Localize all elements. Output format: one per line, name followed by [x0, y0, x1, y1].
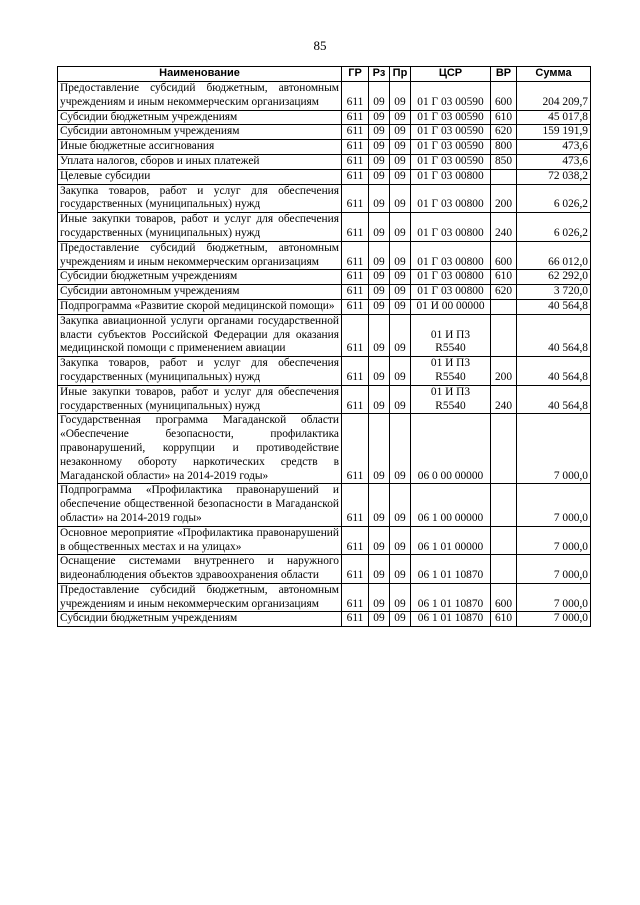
cell-sum: 3 720,0	[517, 285, 591, 300]
cell-sum: 6 026,2	[517, 184, 591, 213]
cell-rz: 09	[369, 385, 390, 414]
cell-gr: 611	[342, 241, 369, 270]
cell-gr: 611	[342, 82, 369, 111]
cell-gr: 611	[342, 555, 369, 584]
cell-gr: 611	[342, 583, 369, 612]
table-row	[58, 82, 591, 111]
cell-name: Предоставление субсидий бюджетным, автономным учреждениям и иным некоммерческим организациям	[58, 82, 342, 111]
table-row	[58, 314, 591, 356]
cell-vr: 850	[491, 154, 517, 169]
header-rz: Рз	[369, 67, 390, 82]
cell-name: Субсидии автономным учреждениям	[58, 125, 342, 140]
cell-sum: 45 017,8	[517, 110, 591, 125]
cell-rz: 09	[369, 110, 390, 125]
cell-vr: 200	[491, 357, 517, 386]
cell-rz: 09	[369, 154, 390, 169]
cell-vr	[491, 299, 517, 314]
cell-rz: 09	[369, 82, 390, 111]
cell-vr: 600	[491, 82, 517, 111]
cell-gr: 611	[342, 385, 369, 414]
cell-csr: 01 Г 03 00800	[411, 169, 491, 184]
cell-pr: 09	[390, 82, 411, 111]
table-row	[58, 270, 591, 285]
cell-gr: 611	[342, 140, 369, 155]
table-row	[58, 583, 591, 612]
cell-gr: 611	[342, 414, 369, 484]
cell-gr: 611	[342, 314, 369, 356]
cell-pr: 09	[390, 154, 411, 169]
cell-rz: 09	[369, 612, 390, 627]
cell-rz: 09	[369, 357, 390, 386]
cell-vr: 610	[491, 612, 517, 627]
cell-name: Предоставление субсидий бюджетным, автономным учреждениям и иным некоммерческим организациям	[58, 583, 342, 612]
cell-gr: 611	[342, 270, 369, 285]
cell-vr: 610	[491, 110, 517, 125]
cell-gr: 611	[342, 184, 369, 213]
cell-pr: 09	[390, 270, 411, 285]
cell-vr	[491, 555, 517, 584]
cell-name: Целевые субсидии	[58, 169, 342, 184]
table-row	[58, 526, 591, 555]
cell-gr: 611	[342, 213, 369, 242]
cell-csr: 01 Г 03 00800	[411, 241, 491, 270]
cell-pr: 09	[390, 612, 411, 627]
cell-csr: 01 И П3 R5540	[411, 385, 491, 414]
cell-pr: 09	[390, 213, 411, 242]
cell-name: Субсидии бюджетным учреждениям	[58, 110, 342, 125]
cell-sum: 473,6	[517, 140, 591, 155]
cell-pr: 09	[390, 285, 411, 300]
table-body	[58, 82, 591, 627]
cell-rz: 09	[369, 169, 390, 184]
table-row	[58, 299, 591, 314]
cell-csr: 06 0 00 00000	[411, 414, 491, 484]
cell-rz: 09	[369, 184, 390, 213]
cell-pr: 09	[390, 555, 411, 584]
cell-pr: 09	[390, 169, 411, 184]
cell-rz: 09	[369, 414, 390, 484]
cell-rz: 09	[369, 526, 390, 555]
cell-pr: 09	[390, 484, 411, 526]
cell-gr: 611	[342, 526, 369, 555]
cell-vr: 200	[491, 184, 517, 213]
cell-name: Закупка товаров, работ и услуг для обеспечения государственных (муниципальных) нужд	[58, 184, 342, 213]
cell-vr: 240	[491, 213, 517, 242]
cell-sum: 6 026,2	[517, 213, 591, 242]
cell-name: Иные бюджетные ассигнования	[58, 140, 342, 155]
cell-pr: 09	[390, 583, 411, 612]
cell-csr: 01 И П3 R5540	[411, 314, 491, 356]
cell-csr: 01 Г 03 00800	[411, 213, 491, 242]
table-row	[58, 385, 591, 414]
cell-name: Государственная программа Магаданской области «Обеспечение безопасности, профилактика правонарушений, коррупции и противодействие незаконному обороту наркотических средств в Магаданской области» на 2014-2019 годы»	[58, 414, 342, 484]
cell-csr: 01 И 00 00000	[411, 299, 491, 314]
cell-vr: 620	[491, 125, 517, 140]
table-row	[58, 169, 591, 184]
cell-pr: 09	[390, 125, 411, 140]
cell-gr: 611	[342, 125, 369, 140]
table-row	[58, 154, 591, 169]
cell-sum: 66 012,0	[517, 241, 591, 270]
cell-gr: 611	[342, 285, 369, 300]
cell-sum: 7 000,0	[517, 484, 591, 526]
cell-pr: 09	[390, 110, 411, 125]
cell-rz: 09	[369, 270, 390, 285]
header-row	[58, 67, 591, 82]
cell-pr: 09	[390, 414, 411, 484]
cell-gr: 611	[342, 612, 369, 627]
cell-rz: 09	[369, 583, 390, 612]
cell-sum: 159 191,9	[517, 125, 591, 140]
cell-name: Субсидии бюджетным учреждениям	[58, 270, 342, 285]
table-row	[58, 213, 591, 242]
cell-sum: 40 564,8	[517, 385, 591, 414]
cell-rz: 09	[369, 140, 390, 155]
cell-gr: 611	[342, 110, 369, 125]
cell-sum: 62 292,0	[517, 270, 591, 285]
cell-csr: 01 Г 03 00800	[411, 184, 491, 213]
cell-sum: 473,6	[517, 154, 591, 169]
table-row	[58, 484, 591, 526]
cell-csr: 01 Г 03 00590	[411, 154, 491, 169]
table-row	[58, 357, 591, 386]
table-row	[58, 125, 591, 140]
cell-name: Подпрограмма «Развитие скорой медицинской помощи»	[58, 299, 342, 314]
cell-gr: 611	[342, 299, 369, 314]
header-csr: ЦСР	[411, 67, 491, 82]
cell-name: Иные закупки товаров, работ и услуг для обеспечения государственных (муниципальных) нужд	[58, 213, 342, 242]
cell-pr: 09	[390, 241, 411, 270]
cell-vr	[491, 169, 517, 184]
cell-csr: 06 1 01 10870	[411, 555, 491, 584]
cell-csr: 06 1 01 10870	[411, 583, 491, 612]
cell-name: Закупка товаров, работ и услуг для обеспечения государственных (муниципальных) нужд	[58, 357, 342, 386]
cell-name: Субсидии автономным учреждениям	[58, 285, 342, 300]
table-row	[58, 110, 591, 125]
header-gr: ГР	[342, 67, 369, 82]
cell-rz: 09	[369, 241, 390, 270]
cell-name: Уплата налогов, сборов и иных платежей	[58, 154, 342, 169]
table-row	[58, 285, 591, 300]
cell-csr: 01 И П3 R5540	[411, 357, 491, 386]
budget-table	[57, 66, 591, 627]
cell-rz: 09	[369, 213, 390, 242]
cell-vr: 240	[491, 385, 517, 414]
cell-gr: 611	[342, 357, 369, 386]
cell-sum: 7 000,0	[517, 414, 591, 484]
cell-csr: 01 Г 03 00590	[411, 125, 491, 140]
cell-pr: 09	[390, 526, 411, 555]
table-row	[58, 555, 591, 584]
cell-sum: 7 000,0	[517, 612, 591, 627]
cell-pr: 09	[390, 314, 411, 356]
cell-name: Подпрограмма «Профилактика правонарушений и обеспечение общественной безопасности в Магаданской области» на 2014-2019 годы»	[58, 484, 342, 526]
cell-gr: 611	[342, 154, 369, 169]
cell-sum: 72 038,2	[517, 169, 591, 184]
cell-vr	[491, 414, 517, 484]
header-name: Наименование	[58, 67, 342, 82]
cell-name: Оснащение системами внутреннего и наружного видеонаблюдения объектов здравоохранения области	[58, 555, 342, 584]
cell-pr: 09	[390, 140, 411, 155]
cell-vr: 610	[491, 270, 517, 285]
cell-gr: 611	[342, 169, 369, 184]
cell-pr: 09	[390, 299, 411, 314]
cell-csr: 01 Г 03 00590	[411, 110, 491, 125]
cell-pr: 09	[390, 357, 411, 386]
page-number: 85	[313, 38, 327, 53]
cell-vr	[491, 484, 517, 526]
cell-sum: 7 000,0	[517, 555, 591, 584]
header-vr: ВР	[491, 67, 517, 82]
header-pr: Пр	[390, 67, 411, 82]
cell-rz: 09	[369, 125, 390, 140]
table-row	[58, 241, 591, 270]
cell-csr: 01 Г 03 00800	[411, 270, 491, 285]
cell-sum: 204 209,7	[517, 82, 591, 111]
cell-pr: 09	[390, 184, 411, 213]
cell-gr: 611	[342, 484, 369, 526]
cell-rz: 09	[369, 314, 390, 356]
cell-name: Предоставление субсидий бюджетным, автономным учреждениям и иным некоммерческим организациям	[58, 241, 342, 270]
cell-rz: 09	[369, 555, 390, 584]
table-row	[58, 140, 591, 155]
cell-vr: 600	[491, 241, 517, 270]
cell-name: Основное мероприятие «Профилактика правонарушений в общественных местах и на улицах»	[58, 526, 342, 555]
table-row	[58, 612, 591, 627]
cell-sum: 7 000,0	[517, 583, 591, 612]
cell-vr	[491, 314, 517, 356]
cell-sum: 40 564,8	[517, 357, 591, 386]
table-row	[58, 414, 591, 484]
cell-name: Иные закупки товаров, работ и услуг для обеспечения государственных (муниципальных) нужд	[58, 385, 342, 414]
cell-vr: 600	[491, 583, 517, 612]
cell-csr: 01 Г 03 00590	[411, 82, 491, 111]
header-sum: Сумма	[517, 67, 591, 82]
cell-rz: 09	[369, 285, 390, 300]
cell-csr: 01 Г 03 00590	[411, 140, 491, 155]
cell-sum: 7 000,0	[517, 526, 591, 555]
cell-csr: 01 Г 03 00800	[411, 285, 491, 300]
cell-csr: 06 1 01 10870	[411, 612, 491, 627]
cell-sum: 40 564,8	[517, 299, 591, 314]
cell-rz: 09	[369, 299, 390, 314]
cell-name: Закупка авиационной услуги органами государственной власти субъектов Российской Федерации для оказания медицинской помощи с применением авиации	[58, 314, 342, 356]
cell-rz: 09	[369, 484, 390, 526]
cell-vr: 800	[491, 140, 517, 155]
cell-vr: 620	[491, 285, 517, 300]
cell-csr: 06 1 00 00000	[411, 484, 491, 526]
cell-vr	[491, 526, 517, 555]
cell-name: Субсидии бюджетным учреждениям	[58, 612, 342, 627]
cell-csr: 06 1 01 00000	[411, 526, 491, 555]
cell-sum: 40 564,8	[517, 314, 591, 356]
table-row	[58, 184, 591, 213]
cell-pr: 09	[390, 385, 411, 414]
